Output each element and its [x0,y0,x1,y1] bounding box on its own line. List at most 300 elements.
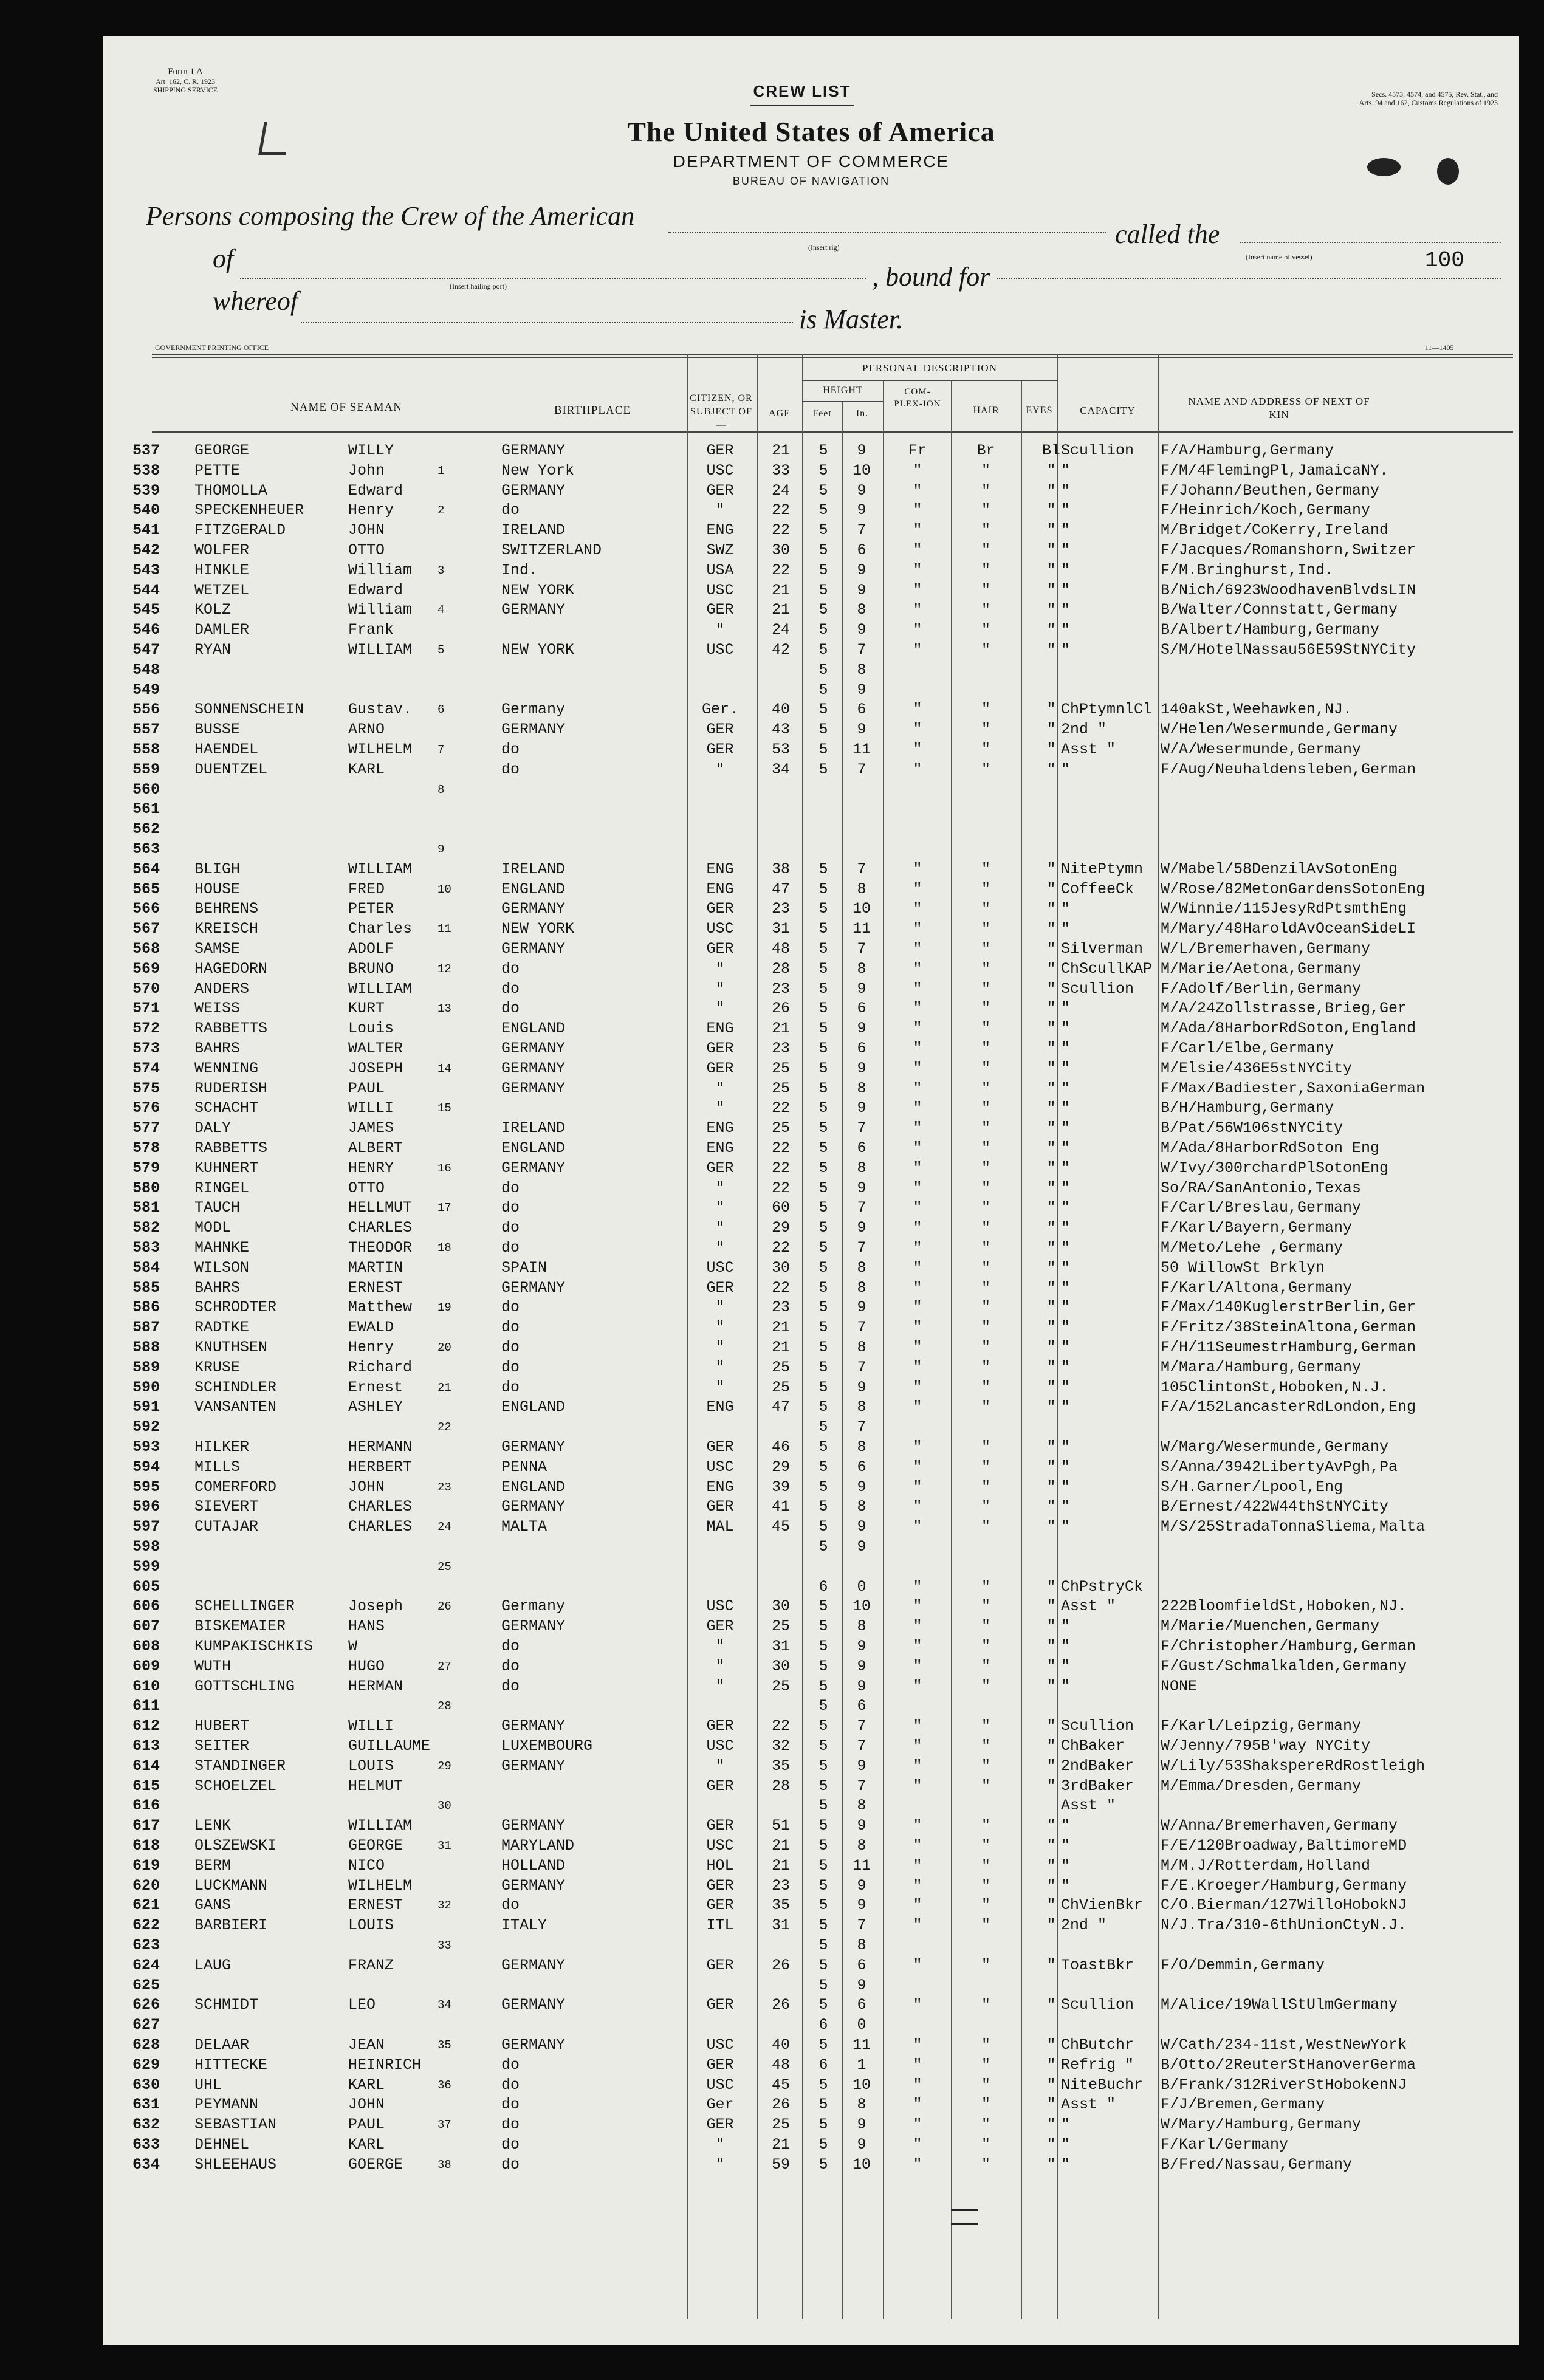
table-row [103,1418,1519,1437]
eyes: " [1046,721,1056,739]
hair: " [981,1319,990,1337]
table-row [103,999,1519,1018]
row-number: 588 [132,1339,160,1356]
age: 25 [771,1358,790,1376]
vessel-rig-field[interactable] [668,232,1106,233]
seaman-surname: OLSZEWSKI [194,1837,277,1854]
height-inches: 8 [857,1498,866,1516]
table-top-rule [152,354,1513,355]
height-feet: 5 [818,1119,828,1137]
table-row [103,600,1519,620]
eyes: " [1046,1757,1056,1775]
line-number: 25 [437,1560,451,1574]
height-feet: 5 [818,2155,828,2173]
height-feet: 5 [818,1677,828,1695]
table-row [103,1696,1519,1716]
seaman-surname: HILKER [194,1438,250,1456]
row-number: 559 [132,760,160,778]
age: 25 [771,1079,790,1097]
hair: " [981,1199,990,1217]
complexion: " [913,541,922,559]
table-row [103,1956,1519,1975]
complexion: " [913,880,922,898]
birthplace: GERMANY [501,1438,566,1456]
line-number: 3 [437,563,445,577]
eyes: " [1046,1478,1056,1496]
height-inches: 0 [857,1577,866,1596]
table-row [103,2115,1519,2135]
hair: " [981,1638,990,1655]
height-feet: 5 [818,1438,828,1456]
hair: " [981,2136,990,2153]
seaman-surname: HOUSE [194,880,241,898]
line-number: 35 [437,2039,451,2052]
citizenship: GER [706,1438,734,1456]
age: 25 [771,1378,790,1396]
next-of-kin: S/M/HotelNassau56E59StNYCity [1161,641,1416,659]
height-feet: 5 [818,660,828,679]
table-row [103,700,1519,719]
seaman-surname: KOLZ [194,601,232,619]
age: 25 [771,2116,790,2134]
citizenship: " [715,501,725,520]
height-feet: 5 [818,621,828,639]
next-of-kin: F/Fritz/38SteinAltona,German [1161,1319,1416,1337]
capacity: CoffeeCk [1061,880,1134,898]
capacity: " [1061,2155,1071,2173]
seaman-given-name: THEODOR [348,1239,413,1257]
table-row [103,660,1519,680]
row-number: 538 [132,461,160,479]
next-of-kin: S/Anna/3942LibertyAvPgh,Pa [1161,1458,1398,1476]
birthplace: GERMANY [501,442,566,459]
citizenship: GER [706,2056,734,2074]
table-row [103,1139,1519,1158]
seaman-surname: BLIGH [194,860,241,878]
height-inches: 11 [852,1856,871,1874]
height-feet: 5 [818,1358,828,1376]
age: 53 [771,741,790,758]
seaman-given-name: OTTO [348,1179,385,1197]
seaman-surname: WOLFER [194,541,250,559]
complexion: " [913,1956,922,1974]
citizenship: USC [706,2076,734,2094]
hair: " [981,1737,990,1755]
hair: " [981,1398,990,1416]
form-reference [134,67,237,94]
complexion: " [913,2056,922,2074]
seaman-surname: HAENDEL [194,741,259,758]
citizenship: ENG [706,1478,734,1496]
complexion: " [913,1179,922,1197]
hair: " [981,741,990,758]
height-inches: 9 [857,1638,866,1655]
citizenship: " [715,2136,725,2153]
height-feet: 6 [818,2056,828,2074]
seaman-given-name: HELLMUT [348,1199,413,1217]
hailing-port-field[interactable] [240,278,866,279]
line-number: 9 [437,843,445,856]
height-feet: 5 [818,1478,828,1496]
eyes: " [1046,1079,1056,1097]
citizenship: GER [706,1040,734,1057]
age: 22 [771,1099,790,1117]
table-row [103,1757,1519,1776]
complexion: " [913,741,922,758]
seaman-surname: VANSANTEN [194,1398,277,1416]
whereof-label: whereof [213,286,298,316]
birthplace: NEW YORK [501,641,575,659]
eyes: " [1046,501,1056,520]
height-inches: 9 [857,1657,866,1675]
next-of-kin: W/Anna/Bremerhaven,Germany [1161,1817,1398,1835]
is-master-label: is Master. [799,304,904,334]
seaman-surname: SCHRODTER [194,1298,277,1317]
row-number: 593 [132,1438,160,1456]
line-number: 19 [437,1301,451,1315]
complexion: " [913,1159,922,1177]
citizenship: " [715,760,725,778]
persons-composing-label: Persons composing the Crew of the American [146,201,635,231]
capacity: ChButchr [1061,2036,1134,2054]
hair: " [981,1079,990,1097]
seaman-given-name: HEINRICH [348,2056,422,2074]
seaman-surname: WILSON [194,1258,250,1277]
birthplace: do [501,959,520,978]
age: 22 [771,1278,790,1297]
line-number: 2 [437,504,445,518]
birthplace: do [501,1378,520,1396]
birthplace: GERMANY [501,1757,566,1775]
row-number: 608 [132,1638,160,1655]
row-number: 620 [132,1876,160,1895]
birthplace: do [501,1358,520,1376]
hair: " [981,1498,990,1516]
next-of-kin: M/S/25StradaTonnaSliema,Malta [1161,1518,1426,1536]
seaman-given-name: CHARLES [348,1518,413,1536]
hair: " [981,621,990,639]
destination-field[interactable] [997,278,1501,279]
height-feet: 5 [818,1976,828,1994]
eyes: " [1046,621,1056,639]
seaman-surname: DAMLER [194,621,250,639]
birthplace: do [501,1638,520,1655]
citizenship: GER [706,741,734,758]
age: 39 [771,1478,790,1496]
citizenship: GER [706,900,734,918]
seaman-given-name: ALBERT [348,1139,403,1157]
eyes: " [1046,1219,1056,1237]
citizenship: GER [706,1059,734,1077]
capacity: " [1061,1398,1071,1416]
hair: " [981,1159,990,1177]
seaman-surname: TAUCH [194,1199,241,1217]
height-inches: 9 [857,2136,866,2153]
next-of-kin: B/H/Hamburg,Germany [1161,1099,1334,1117]
birthplace: GERMANY [501,1956,566,1974]
hair: " [981,461,990,479]
eyes: " [1046,1956,1056,1974]
capacity: " [1061,1518,1071,1536]
height-feet: 5 [818,681,828,699]
seaman-surname: LENK [194,1817,232,1835]
page-number: 100 [1425,248,1464,273]
hair: " [981,1916,990,1935]
row-number: 563 [132,840,160,858]
eyes: " [1046,481,1056,499]
citizenship: " [715,1079,725,1097]
height-feet: 5 [818,1657,828,1675]
row-number: 577 [132,1119,160,1137]
capacity: " [1061,900,1071,918]
seaman-surname: RYAN [194,641,232,659]
crew-list-document [103,36,1519,2345]
height-feet: 5 [818,1179,828,1197]
line-number: 17 [437,1201,451,1215]
eyes: " [1046,1040,1056,1057]
row-number: 607 [132,1617,160,1636]
seaman-surname: SEITER [194,1737,250,1755]
complexion: " [913,1657,922,1675]
height-feet: 5 [818,1996,828,2014]
height-inches: 8 [857,660,866,679]
table-top-rule [152,357,1513,358]
citizenship: USC [706,1258,734,1277]
next-of-kin: B/Otto/2ReuterStHanoverGerma [1161,2056,1416,2074]
capacity: " [1061,1119,1071,1137]
row-number: 622 [132,1916,160,1935]
seaman-given-name: WILLI [348,1099,394,1117]
line-number: 20 [437,1341,451,1354]
next-of-kin: W/Cath/234-11st,WestNewYork [1161,2036,1407,2054]
col-citizen: CITIZEN, OR SUBJECT OF— [690,393,753,430]
row-number: 625 [132,1976,160,1994]
eyes: " [1046,1298,1056,1317]
height-inches: 9 [857,1817,866,1835]
seaman-surname: SEBASTIAN [194,2116,277,2134]
line-number: 5 [437,643,445,657]
age: 38 [771,860,790,878]
row-number: 544 [132,581,160,599]
eyes: " [1046,701,1056,719]
row-number: 573 [132,1040,160,1057]
height-feet: 5 [818,2136,828,2153]
seaman-given-name: ARNO [348,721,385,739]
capacity: " [1061,1876,1071,1895]
line-number: 37 [437,2118,451,2132]
height-feet: 5 [818,601,828,619]
hair: " [981,701,990,719]
complexion: " [913,1119,922,1137]
height-inches: 7 [857,940,866,958]
hair: " [981,1657,990,1675]
height-feet: 5 [818,1956,828,1974]
row-number: 580 [132,1179,160,1197]
hair: " [981,1358,990,1376]
seaman-given-name: HUGO [348,1657,385,1675]
height-feet: 5 [818,1458,828,1476]
row-number: 546 [132,621,160,639]
seaman-surname: THOMOLLA [194,481,268,499]
height-feet: 5 [818,940,828,958]
citizenship: " [715,1000,725,1018]
age: 45 [771,1518,790,1536]
height-inches: 9 [857,481,866,499]
birthplace: LUXEMBOURG [501,1737,593,1755]
eyes: " [1046,920,1056,938]
row-number: 565 [132,880,160,898]
citizenship: " [715,1757,725,1775]
seaman-given-name: CHARLES [348,1219,413,1237]
statutes-line-2: Arts. 94 and 162, Customs Regulations of 1923 [1359,98,1498,107]
row-number: 540 [132,501,160,520]
table-row [103,1019,1519,1038]
eyes: " [1046,959,1056,978]
row-number: 542 [132,541,160,559]
capacity: " [1061,1199,1071,1217]
shipping-service: SHIPPING SERVICE [153,86,218,94]
table-row [103,760,1519,780]
complexion: " [913,1837,922,1854]
line-number: 1 [437,464,445,478]
height-feet: 5 [818,1797,828,1815]
age: 22 [771,1139,790,1157]
capacity: Silverman [1061,940,1144,958]
capacity: " [1061,760,1071,778]
eyes: " [1046,1398,1056,1416]
hair: " [981,760,990,778]
row-number: 541 [132,521,160,540]
capacity: Scullion [1061,442,1134,459]
ink-stamp-mark [1367,158,1401,176]
capacity: " [1061,2116,1071,2134]
citizenship: GER [706,1159,734,1177]
table-row [103,1258,1519,1278]
hair: " [981,1278,990,1297]
row-number: 596 [132,1498,160,1516]
complexion: " [913,2116,922,2134]
birthplace: do [501,501,520,520]
height-feet: 5 [818,1378,828,1396]
next-of-kin: F/Heinrich/Koch,Germany [1161,501,1371,520]
citizenship: GER [706,940,734,958]
capacity: " [1061,641,1071,659]
row-number: 566 [132,900,160,918]
line-number: 8 [437,783,445,797]
hair: " [981,601,990,619]
line-number: 32 [437,1899,451,1913]
complexion: " [913,1398,922,1416]
birthplace: Germany [501,701,566,719]
seaman-given-name: GUILLAUME [348,1737,431,1755]
citizenship: GER [706,481,734,499]
seaman-surname: SHLEEHAUS [194,2155,277,2173]
height-inches: 8 [857,1617,866,1636]
seaman-surname: HINKLE [194,561,250,579]
capacity: " [1061,1219,1071,1237]
height-inches: 8 [857,1398,866,1416]
eyes: " [1046,1458,1056,1476]
table-row [103,1497,1519,1517]
height-feet: 5 [818,860,828,878]
row-number: 609 [132,1657,160,1675]
hair: " [981,1458,990,1476]
capacity: ChVienBkr [1061,1896,1144,1915]
eyes: " [1046,900,1056,918]
citizenship: USC [706,2036,734,2054]
eyes: " [1046,741,1056,758]
line-number: 38 [437,2158,451,2172]
capacity: ChPstryCk [1061,1577,1144,1596]
hair: " [981,2036,990,2054]
age: 23 [771,1876,790,1895]
height-inches: 9 [857,1976,866,1994]
eyes: " [1046,860,1056,878]
line-number: 22 [437,1421,451,1435]
height-feet: 5 [818,1020,828,1038]
eyes: " [1046,1617,1056,1636]
complexion: " [913,1757,922,1775]
next-of-kin: W/Helen/Wesermunde,Germany [1161,721,1398,739]
age: 25 [771,1059,790,1077]
table-row [103,1039,1519,1058]
hair: " [981,1817,990,1835]
birthplace: do [501,1896,520,1915]
height-inches: 10 [852,2155,871,2173]
row-number: 547 [132,641,160,659]
hair: " [981,1478,990,1496]
master-name-field[interactable] [301,322,793,323]
line-number: 11 [437,922,451,936]
hair: " [981,2076,990,2094]
citizenship: USC [706,461,734,479]
age: 29 [771,1458,790,1476]
next-of-kin: 222BloomfieldSt,Hoboken,NJ. [1161,1597,1407,1616]
seaman-given-name: JOSEPH [348,1059,403,1077]
hair: " [981,1298,990,1317]
vessel-name-field[interactable] [1240,242,1501,243]
hair: " [981,1617,990,1636]
birthplace: GERMANY [501,1079,566,1097]
height-inches: 8 [857,1258,866,1277]
seaman-given-name: Edward [348,481,403,499]
citizenship: " [715,1099,725,1117]
height-feet: 5 [818,641,828,659]
row-number: 595 [132,1478,160,1496]
table-row [103,1517,1519,1537]
next-of-kin: B/Fred/Nassau,Germany [1161,2155,1353,2173]
height-inches: 9 [857,1298,866,1317]
height-inches: 10 [852,2076,871,2094]
birthplace: GERMANY [501,1996,566,2014]
row-number: 617 [132,1817,160,1835]
capacity: " [1061,561,1071,579]
seaman-surname: DUENTZEL [194,760,268,778]
height-inches: 7 [857,1119,866,1137]
height-inches: 7 [857,1239,866,1257]
citizenship: USC [706,1737,734,1755]
table-row [103,2155,1519,2175]
eyes: " [1046,1737,1056,1755]
next-of-kin: C/O.Bierman/127WilloHobokNJ [1161,1896,1407,1915]
citizenship: " [715,1298,725,1317]
capacity: Scullion [1061,1996,1134,2014]
capacity: " [1061,1657,1071,1675]
birthplace: do [501,1298,520,1317]
form-number: Form 1 A [168,67,203,77]
complexion: " [913,1319,922,1337]
capacity: " [1061,1339,1071,1356]
